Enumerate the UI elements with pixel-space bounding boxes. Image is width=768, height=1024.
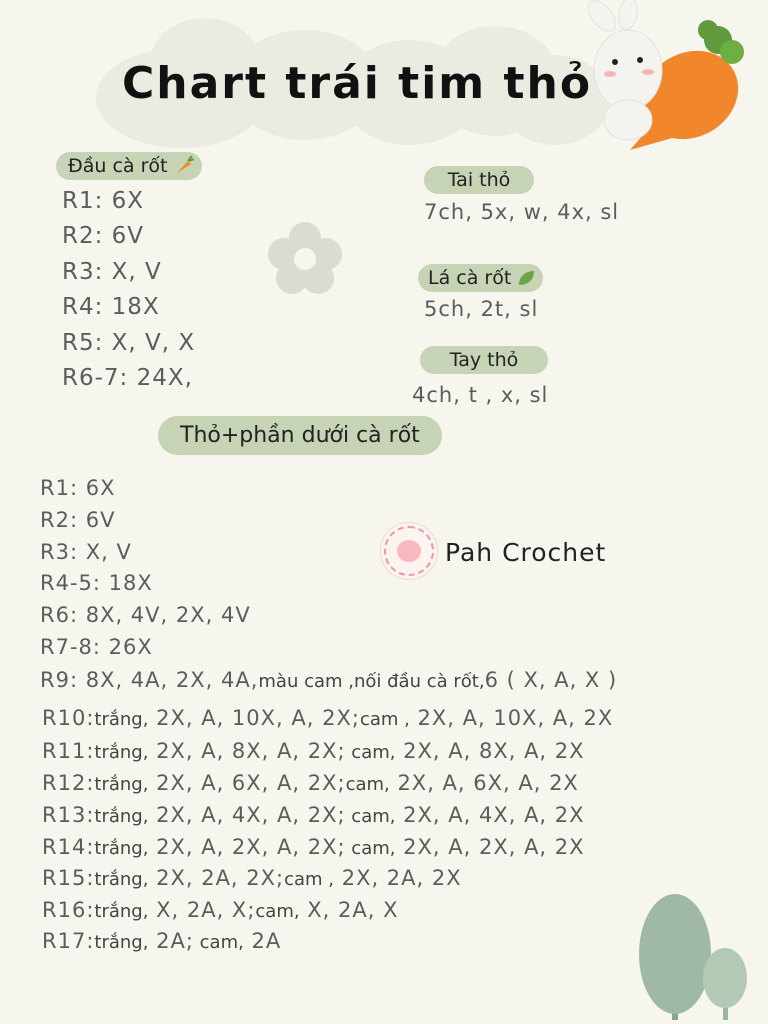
white-label: trắng, — [94, 806, 149, 827]
white-stitches: 2X, A, 10X, A, 2X; — [148, 706, 360, 730]
row-num: R17: — [42, 929, 95, 953]
color-row — [42, 803, 585, 827]
color-row — [42, 739, 585, 763]
leaf-label-text: Lá cà rốt — [428, 267, 512, 289]
body-row: R7-8: 26X — [40, 635, 153, 659]
body-row: R4-5: 18X — [40, 571, 153, 595]
color-row — [42, 706, 613, 730]
brand-logo — [380, 522, 438, 580]
orange-stitches: 2X, A, 6X, A, 2X — [389, 771, 579, 795]
arms-text: 4ch, t , x, sl — [412, 383, 549, 407]
row-num: R14: — [42, 835, 95, 859]
leaf-text: 5ch, 2t, sl — [424, 297, 539, 321]
orange-stitches: 2X, A, 10X, A, 2X — [409, 706, 614, 730]
carrot-head-row: R4: 18X — [62, 294, 160, 320]
r9-note: màu cam ,nối đầu cà rốt, — [258, 671, 485, 692]
row-num: R10: — [42, 706, 95, 730]
carrot-head-label — [56, 152, 202, 180]
body-row: R2: 6V — [40, 508, 116, 532]
leaf-label — [418, 264, 543, 292]
orange-stitches: 2X, A, 8X, A, 2X — [395, 739, 585, 763]
white-label: trắng, — [94, 838, 149, 859]
white-stitches: 2A; — [148, 929, 194, 953]
white-label: trắng, — [94, 932, 149, 953]
orange-stitches: X, 2A, X — [299, 898, 399, 922]
r9-part-a: R9: 8X, 4A, 2X, 4A, — [40, 668, 259, 692]
body-row-r9 — [40, 668, 617, 692]
carrot-head-row: R1: 6X — [62, 188, 145, 214]
brand-name: Pah Crochet — [445, 538, 607, 567]
white-stitches: 2X, 2A, 2X; — [148, 866, 285, 890]
bunny-carrot-illustration — [570, 0, 750, 160]
page-title: Chart trái tim thỏ — [122, 58, 593, 109]
carrot-head-row: R2: 6V — [62, 223, 145, 249]
white-stitches: 2X, A, 2X, A, 2X; — [148, 835, 346, 859]
tree-illustration — [630, 884, 760, 1020]
carrot-icon — [174, 155, 194, 175]
white-label: trắng, — [94, 774, 149, 795]
white-label: trắng, — [94, 742, 149, 763]
body-label: Thỏ+phần dưới cà rốt — [158, 416, 442, 455]
white-label: trắng, — [94, 709, 149, 730]
orange-label: cam, — [345, 806, 396, 827]
body-row: R6: 8X, 4V, 2X, 4V — [40, 603, 251, 627]
row-num: R12: — [42, 771, 95, 795]
r9-part-b: 6 ( X, A, X ) — [484, 668, 618, 692]
carrot-head-row: R5: X, V, X — [62, 330, 196, 356]
body-row: R3: X, V — [40, 540, 132, 564]
white-stitches: 2X, A, 6X, A, 2X; — [148, 771, 346, 795]
color-row — [42, 866, 462, 890]
row-num: R11: — [42, 739, 95, 763]
orange-stitches: 2X, A, 2X, A, 2X — [395, 835, 585, 859]
orange-label: cam, — [345, 838, 396, 859]
ears-text: 7ch, 5x, w, 4x, sl — [424, 200, 620, 224]
white-stitches: X, 2A, X; — [148, 898, 256, 922]
white-label: trắng, — [94, 901, 149, 922]
orange-label: cam, — [345, 742, 396, 763]
orange-label: cam, — [345, 774, 390, 795]
orange-stitches: 2X, A, 4X, A, 2X — [395, 803, 585, 827]
carrot-head-label-text: Đầu cà rốt — [68, 155, 168, 177]
body-row: R1: 6X — [40, 476, 116, 500]
color-row — [42, 929, 281, 953]
orange-label: cam, — [255, 901, 300, 922]
white-stitches: 2X, A, 8X, A, 2X; — [148, 739, 346, 763]
orange-stitches: 2A — [243, 929, 282, 953]
color-row — [42, 835, 585, 859]
white-label: trắng, — [94, 869, 149, 890]
leaf-icon — [517, 269, 535, 287]
row-num: R16: — [42, 898, 95, 922]
row-num: R13: — [42, 803, 95, 827]
color-row — [42, 898, 398, 922]
white-stitches: 2X, A, 4X, A, 2X; — [148, 803, 346, 827]
flower-icon — [268, 222, 342, 296]
orange-stitches: 2X, 2A, 2X — [334, 866, 462, 890]
color-row — [42, 771, 579, 795]
orange-label: cam , — [284, 869, 335, 890]
arms-label: Tay thỏ — [420, 346, 548, 374]
carrot-head-row: R3: X, V — [62, 259, 162, 285]
ears-label: Tai thỏ — [424, 166, 534, 194]
carrot-head-row: R6-7: 24X, — [62, 365, 193, 391]
orange-label: cam , — [359, 709, 410, 730]
orange-label: cam, — [193, 932, 244, 953]
row-num: R15: — [42, 866, 95, 890]
